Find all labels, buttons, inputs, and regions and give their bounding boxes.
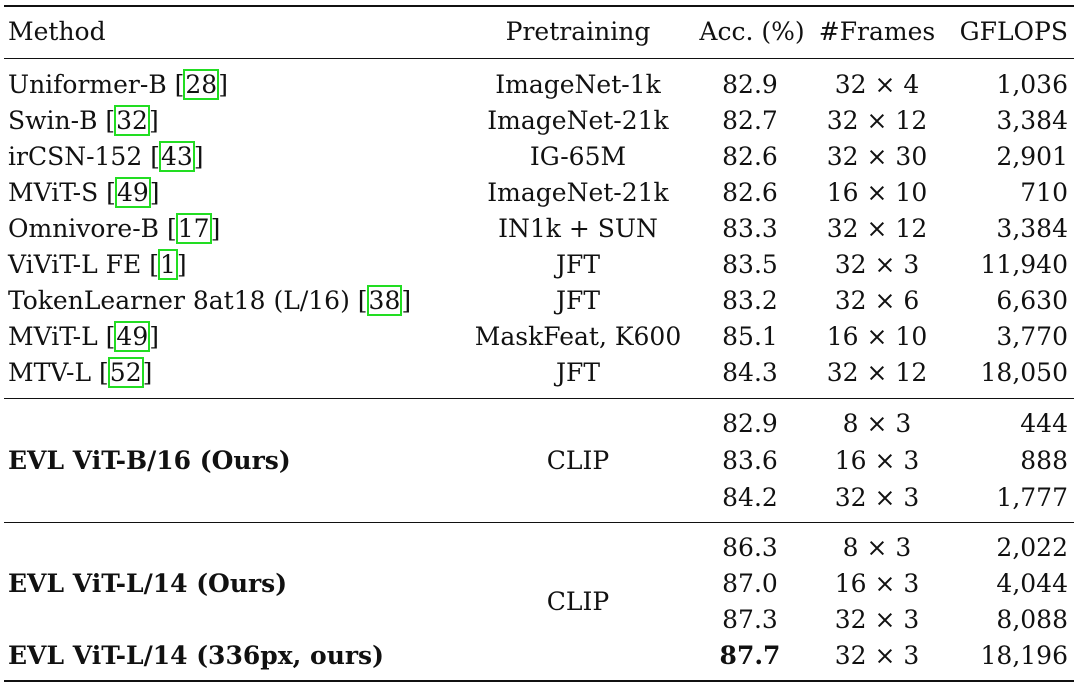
gflops-cell: 444 bbox=[1020, 409, 1068, 438]
citation-link[interactable]: 32 bbox=[116, 106, 148, 135]
frames-cell: 32 × 4 bbox=[834, 70, 920, 99]
pretraining-cell: ImageNet-21k bbox=[487, 178, 669, 207]
method-cell: MViT-L [49] bbox=[8, 322, 159, 351]
frames-cell: 32 × 12 bbox=[826, 106, 928, 135]
header-frames: #Frames bbox=[818, 17, 936, 46]
pretraining-cell: IG-65M bbox=[529, 142, 627, 171]
acc-cell: 83.3 bbox=[722, 214, 778, 243]
pretraining-cell: JFT bbox=[555, 250, 601, 279]
pretraining-cell: ImageNet-1k bbox=[495, 70, 661, 99]
gflops-cell: 3,770 bbox=[996, 322, 1068, 351]
gflops-cell: 6,630 bbox=[996, 286, 1068, 315]
top-rule bbox=[4, 5, 1074, 7]
acc-cell: 83.6 bbox=[722, 446, 778, 475]
gflops-cell: 2,022 bbox=[996, 533, 1068, 562]
gflops-cell: 11,940 bbox=[980, 250, 1068, 279]
method-cell: EVL ViT-L/14 (336px, ours) bbox=[8, 641, 384, 670]
citation-link[interactable]: 49 bbox=[116, 178, 149, 207]
gflops-cell: 1,036 bbox=[996, 70, 1068, 99]
acc-cell: 87.3 bbox=[722, 605, 778, 634]
method-cell: EVL ViT-B/16 (Ours) bbox=[8, 446, 291, 475]
pretraining-cell: JFT bbox=[555, 358, 601, 387]
header-rule bbox=[4, 58, 1074, 59]
section-rule bbox=[4, 398, 1074, 399]
frames-cell: 32 × 3 bbox=[834, 605, 920, 634]
acc-cell: 82.7 bbox=[722, 106, 778, 135]
method-cell: MTV-L [52] bbox=[8, 358, 153, 387]
acc-cell: 82.9 bbox=[722, 70, 778, 99]
method-cell: ViViT-L FE [1] bbox=[8, 250, 187, 279]
gflops-cell: 888 bbox=[1020, 446, 1068, 475]
acc-cell: 82.9 bbox=[722, 409, 778, 438]
pretraining-cell: CLIP bbox=[546, 587, 610, 616]
citation-link[interactable]: 52 bbox=[109, 358, 142, 387]
pretraining-cell: MaskFeat, K600 bbox=[474, 322, 682, 351]
gflops-cell: 1,777 bbox=[996, 483, 1068, 512]
acc-cell: 86.3 bbox=[722, 533, 778, 562]
method-cell: Omnivore-B [17] bbox=[8, 214, 221, 243]
header-acc: Acc. (%) bbox=[699, 17, 805, 46]
method-cell: EVL ViT-L/14 (Ours) bbox=[8, 569, 288, 598]
acc-cell: 82.6 bbox=[722, 178, 778, 207]
pretraining-cell: CLIP bbox=[546, 446, 610, 475]
frames-cell: 32 × 12 bbox=[826, 214, 928, 243]
citation-link[interactable]: 28 bbox=[185, 70, 218, 99]
gflops-cell: 2,901 bbox=[996, 142, 1068, 171]
citation-link[interactable]: 43 bbox=[160, 142, 193, 171]
gflops-cell: 4,044 bbox=[996, 569, 1068, 598]
frames-cell: 32 × 3 bbox=[834, 641, 920, 670]
pretraining-cell: ImageNet-21k bbox=[487, 106, 669, 135]
gflops-cell: 8,088 bbox=[996, 605, 1068, 634]
acc-cell: 83.5 bbox=[722, 250, 778, 279]
pretraining-cell: JFT bbox=[555, 286, 601, 315]
gflops-cell: 3,384 bbox=[996, 106, 1068, 135]
bottom-rule bbox=[4, 680, 1074, 682]
frames-cell: 16 × 10 bbox=[826, 178, 928, 207]
frames-cell: 32 × 6 bbox=[834, 286, 920, 315]
citation-link[interactable]: 38 bbox=[368, 286, 401, 315]
pretraining-cell: IN1k + SUN bbox=[498, 214, 658, 243]
frames-cell: 16 × 10 bbox=[826, 322, 928, 351]
method-cell: Uniformer-B [28] bbox=[8, 70, 228, 99]
gflops-cell: 3,384 bbox=[996, 214, 1068, 243]
acc-cell: 83.2 bbox=[722, 286, 778, 315]
frames-cell: 32 × 12 bbox=[826, 358, 928, 387]
frames-cell: 32 × 30 bbox=[826, 142, 928, 171]
section-rule bbox=[4, 522, 1074, 523]
acc-cell: 84.3 bbox=[722, 358, 778, 387]
frames-cell: 8 × 3 bbox=[842, 409, 912, 438]
acc-cell: 84.2 bbox=[722, 483, 778, 512]
method-cell: MViT-S [49] bbox=[8, 178, 160, 207]
gflops-cell: 710 bbox=[1020, 178, 1068, 207]
acc-cell: 87.0 bbox=[722, 569, 778, 598]
acc-cell: 82.6 bbox=[722, 142, 778, 171]
method-cell: irCSN-152 [43] bbox=[8, 142, 204, 171]
header-method: Method bbox=[8, 17, 106, 46]
gflops-cell: 18,196 bbox=[980, 641, 1068, 670]
citation-link[interactable]: 17 bbox=[177, 214, 210, 243]
citation-link[interactable]: 49 bbox=[116, 322, 149, 351]
frames-cell: 8 × 3 bbox=[842, 533, 912, 562]
method-cell: Swin-B [32] bbox=[8, 106, 159, 135]
frames-cell: 16 × 3 bbox=[834, 569, 920, 598]
frames-cell: 32 × 3 bbox=[834, 483, 920, 512]
acc-cell-best: 87.7 bbox=[719, 641, 781, 670]
header-pretraining: Pretraining bbox=[505, 17, 651, 46]
header-gflops: GFLOPS bbox=[959, 17, 1068, 46]
gflops-cell: 18,050 bbox=[980, 358, 1068, 387]
acc-cell: 85.1 bbox=[722, 322, 778, 351]
frames-cell: 16 × 3 bbox=[834, 446, 920, 475]
frames-cell: 32 × 3 bbox=[834, 250, 920, 279]
citation-link[interactable]: 1 bbox=[159, 250, 176, 279]
method-cell: TokenLearner 8at18 (L/16) [38] bbox=[8, 286, 412, 315]
